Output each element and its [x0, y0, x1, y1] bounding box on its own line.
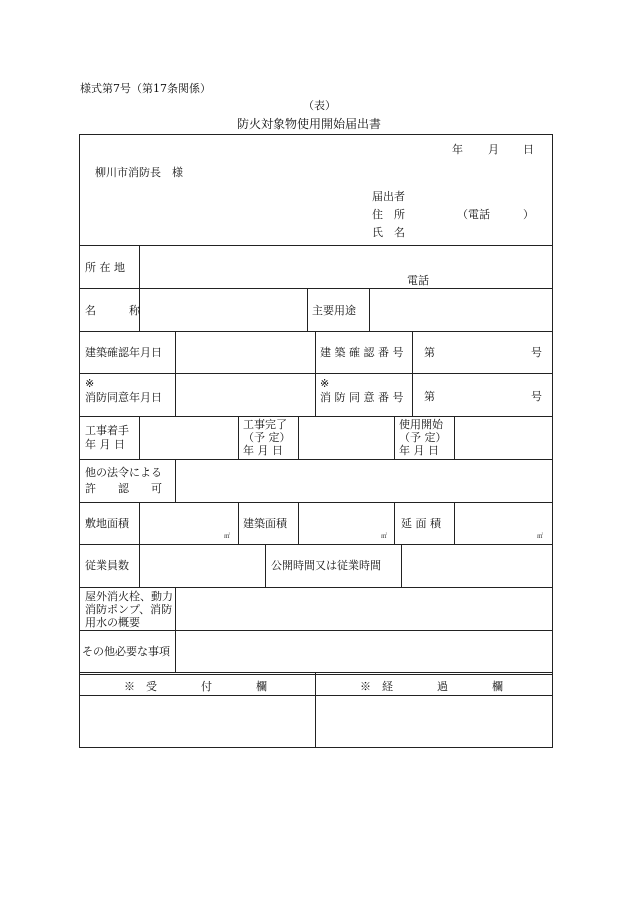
site-area-label: 敷地面積	[85, 517, 129, 530]
side-label: （表）	[303, 99, 336, 112]
date-month: 月	[488, 143, 499, 156]
floor-area-unit: ㎡	[537, 533, 544, 540]
employees-label: 従業員数	[85, 559, 129, 572]
construct-end-label-1: 工事完了	[243, 418, 287, 431]
use-start-label-3: 年 月 日	[399, 444, 439, 457]
other-law-label-2: 許 認 可	[85, 482, 162, 495]
applicant-label: 届出者	[372, 190, 405, 203]
hydrant-label-1: 屋外消火栓、動力	[85, 590, 173, 603]
fire-no-suffix: 号	[531, 390, 542, 403]
date-day: 日	[523, 143, 534, 156]
building-area-unit: ㎡	[381, 533, 388, 540]
address-label: 住 所	[372, 208, 405, 221]
fire-consent-date-label: 消防同意年月日	[85, 391, 162, 404]
phone-label: （電話 ）	[457, 208, 534, 221]
hydrant-label-3: 用水の概要	[85, 616, 140, 629]
name-row-label: 名 称	[85, 304, 140, 317]
hours-label: 公開時間又は従業時間	[271, 559, 381, 572]
fire-no-prefix: 第	[424, 390, 435, 403]
location-label: 所 在 地	[85, 261, 125, 274]
other-label: その他必要な事項	[82, 645, 170, 658]
reception-header: ※ 受 付 欄	[124, 680, 267, 693]
other-law-label-1: 他の法令による	[85, 466, 162, 479]
fire-consent-date-mark: ※	[85, 377, 95, 390]
build-confirm-no-label: 建 築 確 認 番 号	[320, 346, 404, 359]
construct-end-label-3: 年 月 日	[243, 444, 283, 457]
fire-consent-no-mark: ※	[320, 377, 330, 390]
site-area-unit: ㎡	[224, 533, 231, 540]
construct-start-label-1: 工事着手	[85, 424, 129, 437]
fire-consent-no-label: 消 防 同 意 番 号	[320, 391, 404, 404]
build-no-suffix: 号	[531, 346, 542, 359]
form-number: 様式第7号（第17条関係）	[80, 82, 211, 95]
use-start-label-1: 使用開始	[399, 418, 443, 431]
building-area-label: 建築面積	[243, 517, 287, 530]
form-title: 防火対象物使用開始届出書	[237, 117, 382, 131]
addressee: 柳川市消防長 様	[95, 166, 183, 179]
date-year: 年	[452, 143, 463, 156]
progress-header: ※ 経 過 欄	[360, 680, 503, 693]
construct-start-label-2: 年 月 日	[85, 438, 125, 451]
location-phone-label: 電話	[407, 274, 429, 287]
main-use-label: 主要用途	[312, 304, 356, 317]
use-start-label-2: （予 定）	[399, 431, 447, 444]
hydrant-label-2: 消防ポンプ、消防	[85, 603, 173, 616]
construct-end-label-2: （予 定）	[243, 431, 291, 444]
build-no-prefix: 第	[424, 346, 435, 359]
name-label: 氏 名	[372, 226, 405, 239]
floor-area-label: 延 面 積	[401, 517, 441, 530]
build-confirm-date-label: 建築確認年月日	[85, 346, 162, 359]
